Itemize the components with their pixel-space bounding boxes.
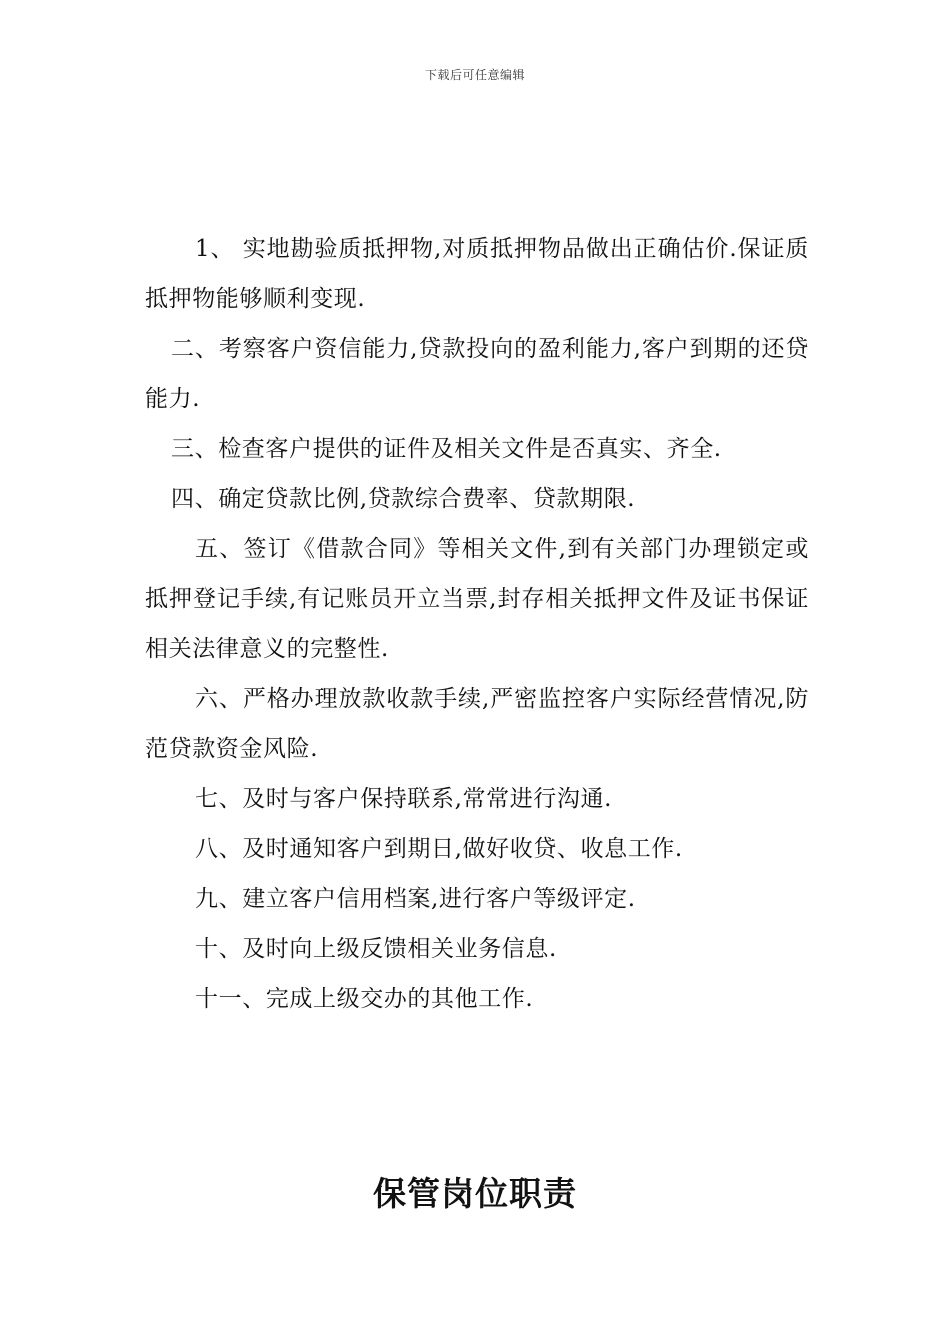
duty-item-3: 三、检查客户提供的证件及相关文件是否真实、齐全.: [171, 436, 722, 462]
duty-list: [145, 224, 809, 1024]
duty-item-6: 六、严格办理放款收款手续,严密监控客户实际经营情况,防范贷款资金风险.: [145, 686, 809, 762]
duty-item-10: 十、及时向上级反馈相关业务信息.: [195, 936, 557, 962]
duty-item-9: 九、建立客户信用档案,进行客户等级评定.: [195, 886, 636, 912]
duty-item-11: 十一、完成上级交办的其他工作.: [195, 986, 534, 1012]
duty-item-7: 七、及时与客户保持联系,常常进行沟通.: [195, 786, 613, 812]
duty-item-8: 八、及时通知客户到期日,做好收贷、收息工作.: [195, 836, 683, 862]
duty-item-2: 二、考察客户资信能力,贷款投向的盈利能力,客户到期的还贷能力.: [145, 336, 809, 412]
duty-item-4: 四、确定贷款比例,贷款综合费率、贷款期限.: [171, 486, 636, 512]
duty-item-1: 1、 实地勘验质抵押物,对质抵押物品做出正确估价.保证质抵押物能够顺利变现.: [145, 236, 809, 312]
duty-item-5: 五、签订《借款合同》等相关文件,到有关部门办理锁定或抵押登记手续,有记账员开立当票,封存相关抵押文件及证书保证相关法律意义的完整性.: [145, 536, 809, 662]
header-note: 下载后可任意编辑: [424, 68, 525, 82]
section-title: 保管岗位职责: [373, 1174, 577, 1213]
